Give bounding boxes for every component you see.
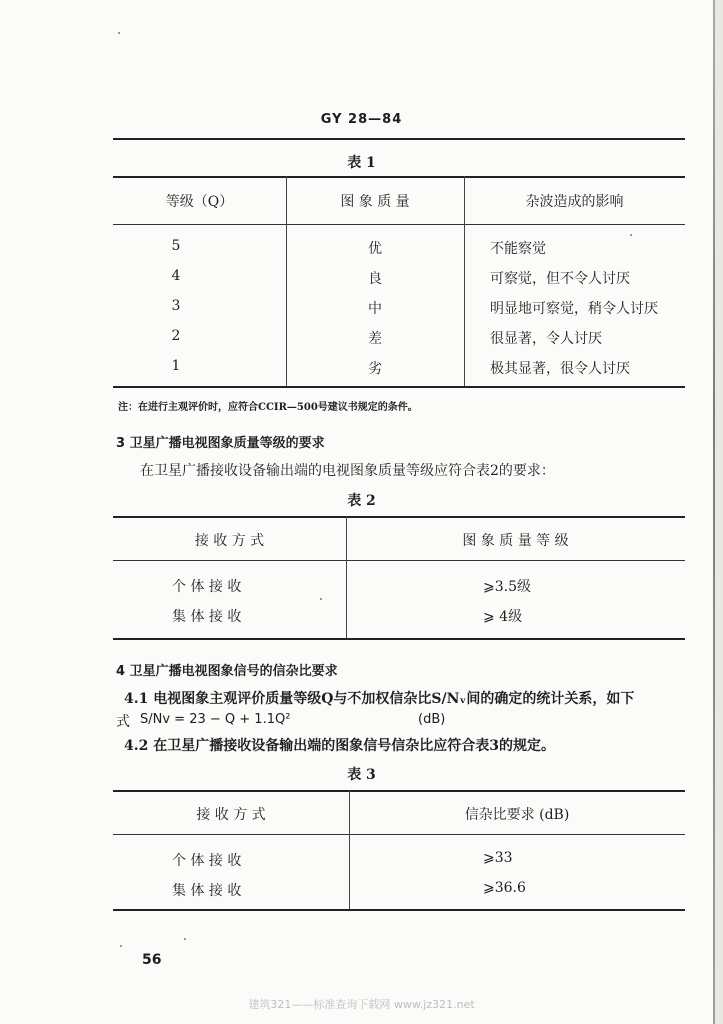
- table2-header-method: 接 收 方 式: [194, 533, 265, 549]
- table3-row2-snr: ⩾36.6: [483, 880, 526, 896]
- standard-code: GY 28—84: [320, 112, 403, 127]
- section3-heading: 3 卫星广播电视图象质量等级的要求: [116, 436, 325, 451]
- table2-row2-method: 集 体 接 收: [172, 609, 242, 625]
- table1-header-grade: 等级（Q）: [165, 194, 234, 210]
- section4-p42: 4.2 在卫星广播接收设备输出端的图象信号信杂比应符合表3的规定。: [124, 738, 555, 754]
- table1-header-impairment: 杂波造成的影响: [525, 194, 624, 210]
- table3-bottom-rule: [113, 909, 685, 911]
- table2-row1-method: 个 体 接 收: [172, 579, 242, 595]
- table1-row4-impairment: 很显著，令人讨厌: [490, 331, 602, 347]
- table1-header-top-rule: [113, 176, 685, 178]
- table2-header-bottom-rule: [113, 560, 685, 561]
- table2-row1-grade: ⩾3.5级: [483, 579, 531, 595]
- page-number: 56: [142, 952, 162, 968]
- snr-formula: S/Nv = 23 − Q + 1.1Q²: [140, 712, 291, 727]
- section4-p41-line1: 4.1 电视图象主观评价质量等级Q与不加权信杂比S/Nᵥ间的确定的统计关系，如下: [124, 691, 635, 707]
- table1-header-quality: 图 象 质 量: [340, 194, 410, 210]
- table2-caption: 表 2: [347, 493, 376, 509]
- table2-top-rule: [113, 516, 685, 518]
- table3-row1-method: 个 体 接 收: [172, 853, 242, 869]
- table2-header-grade: 图 象 质 量 等 级: [462, 533, 569, 549]
- table1-row1-impairment: 不能察觉: [490, 241, 546, 257]
- table1-bottom-rule: [113, 386, 685, 388]
- table1-row5-quality: 劣: [368, 361, 382, 377]
- section3-paragraph: 在卫星广播接收设备输出端的电视图象质量等级应符合表2的要求：: [140, 463, 555, 479]
- table2-row2-grade: ⩾ 4级: [483, 609, 523, 625]
- table1-row2-quality: 良: [368, 271, 382, 287]
- scan-speck: [630, 234, 632, 236]
- table3-caption: 表 3: [347, 767, 376, 783]
- scan-speck: [118, 32, 120, 34]
- table3-row1-snr: ⩾33: [483, 850, 513, 866]
- table1-row4-quality: 差: [368, 331, 382, 347]
- table1-row3-impairment: 明显地可察觉，稍令人讨厌: [490, 301, 658, 317]
- table1-row4-grade: 2: [171, 328, 181, 344]
- scan-speck: [120, 945, 122, 947]
- scan-speck: [184, 938, 186, 940]
- watermark: 建筑321——标准查询下载网 www.jz321.net: [248, 998, 475, 1011]
- section4-p41-prefix: 式: [116, 714, 130, 730]
- table3-top-rule: [113, 790, 685, 792]
- table1-row1-grade: 5: [171, 238, 181, 254]
- table3-header-method: 接 收 方 式: [196, 807, 266, 823]
- table1-header-bottom-rule: [113, 224, 685, 225]
- table2-bottom-rule: [113, 638, 685, 640]
- table1-row5-impairment: 极其显著，很令人讨厌: [490, 361, 630, 377]
- snr-formula-unit: (dB): [418, 712, 446, 727]
- table1-row3-quality: 中: [368, 301, 382, 317]
- table1-top-rule: [113, 138, 685, 140]
- table1-row1-quality: 优: [368, 241, 382, 257]
- table3-row2-method: 集 体 接 收: [172, 883, 242, 899]
- table1-row2-grade: 4: [171, 268, 181, 284]
- table1-row3-grade: 3: [171, 298, 181, 314]
- scan-speck: [320, 598, 322, 600]
- table1-caption: 表 1: [347, 155, 376, 171]
- section4-heading: 4 卫星广播电视图象信号的信杂比要求: [116, 664, 338, 679]
- table1-row5-grade: 1: [171, 358, 181, 374]
- table3-header-bottom-rule: [113, 834, 685, 835]
- table1-row2-impairment: 可察觉，但不令人讨厌: [490, 271, 630, 287]
- table3-header-snr: 信杂比要求 (dB): [464, 807, 570, 823]
- table1-note: 注：在进行主观评价时，应符合CCIR—500号建议书规定的条件。: [118, 402, 418, 413]
